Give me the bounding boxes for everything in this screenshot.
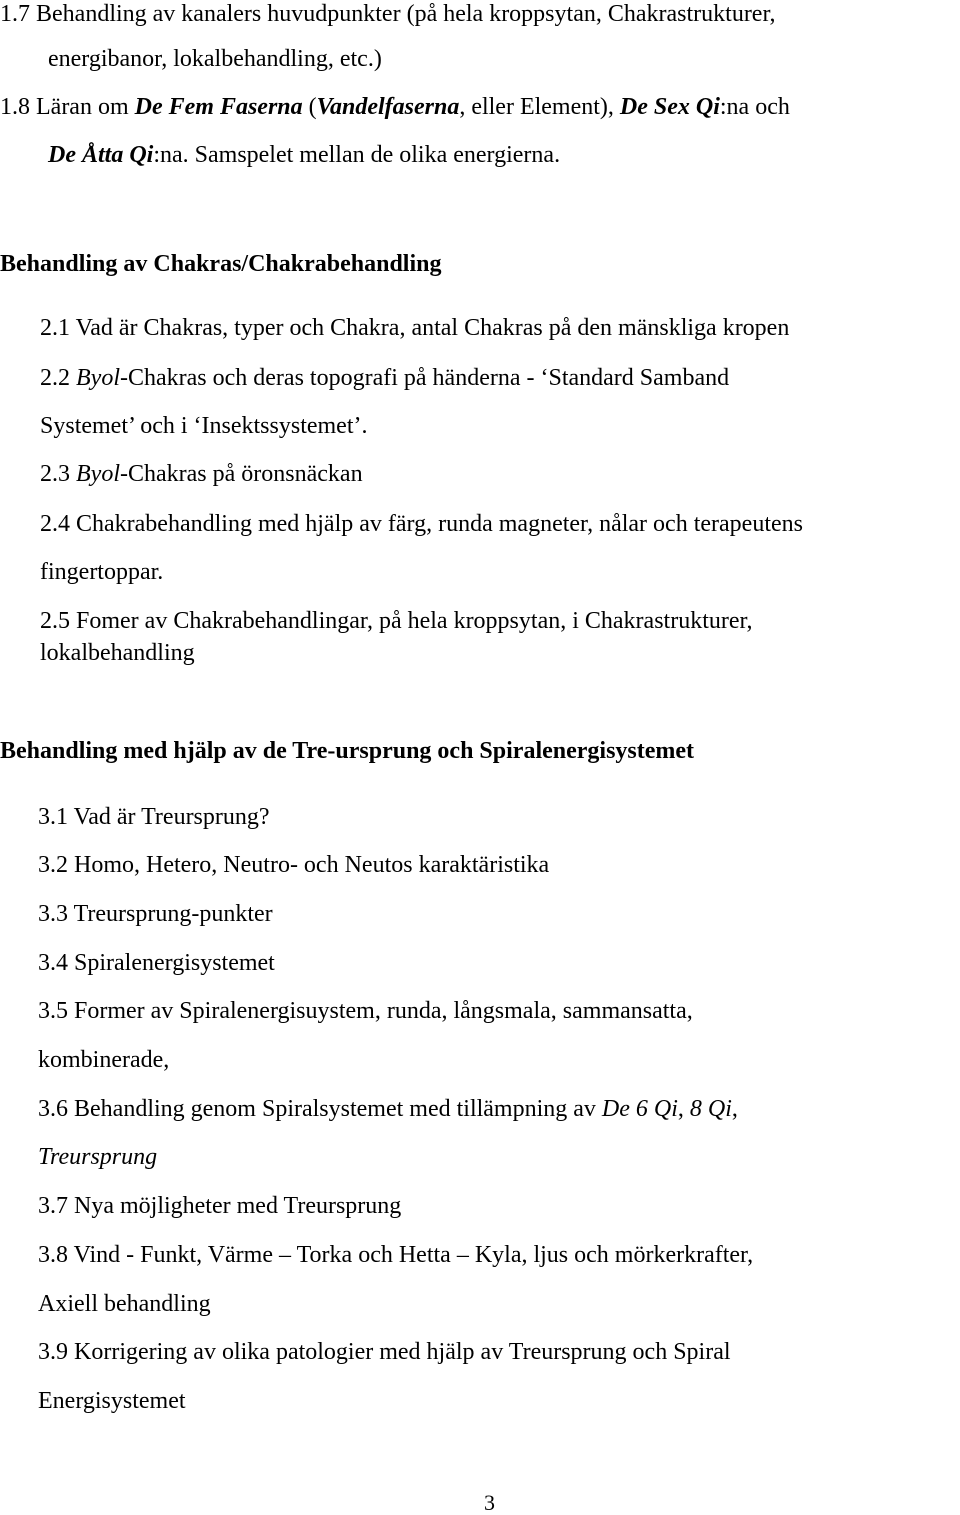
item-2-2-num: 2.2 (40, 365, 76, 391)
item-2-3-emph: Byol (76, 461, 120, 487)
item-2-3-num: 2.3 (40, 461, 76, 487)
item-2-5-line2: lokalbehandling (40, 640, 195, 666)
item-2-2-line1 (40, 364, 729, 392)
item-3-6-emph: 8 Qi (689, 1096, 732, 1122)
item-3-1: 3.1 Vad är Treursprung? (38, 804, 270, 830)
item-2-4-line1: 2.4 Chakrabehandling med hjälp av färg, runda magneter, nålar och terapeutens (40, 511, 803, 537)
item-1-7-line2: energibanor, lokalbehandling, etc.) (48, 46, 382, 72)
item-3-7: 3.7 Nya möjligheter med Treursprung (38, 1193, 402, 1219)
item-3-2: 3.2 Homo, Hetero, Neutro- och Neutos karaktäristika (38, 852, 550, 878)
item-1-8-line1 (0, 93, 790, 121)
item-2-4-line2: fingertoppar. (40, 559, 164, 585)
item-3-6-text: 3.6 Behandling genom Spiralsystemet med tillämpning av (38, 1096, 602, 1122)
item-1-8-text: , eller Element), (459, 94, 620, 120)
item-3-6-line2: Treursprung (38, 1144, 158, 1170)
item-2-5-line1: 2.5 Fomer av Chakrabehandlingar, på hela kroppsytan, i Chakrastrukturer, (40, 608, 753, 634)
item-3-6-text: , (677, 1096, 690, 1122)
item-3-6-text: , (731, 1096, 738, 1122)
item-3-3: 3.3 Treursprung-punkter (38, 901, 273, 927)
item-2-3-text: -Chakras på öronsnäckan (119, 461, 363, 487)
item-3-5-line1: 3.5 Former av Spiralenergisuystem, runda, långsmala, sammansatta, (38, 998, 693, 1024)
item-1-8-emph: Vandelfaserna (316, 94, 460, 120)
section-heading-chakras: Behandling av Chakras/Chakrabehandling (0, 251, 442, 277)
item-1-8-emph: De Sex Qi (619, 94, 720, 120)
item-3-4: 3.4 Spiralenergisystemet (38, 950, 275, 976)
item-2-1: 2.1 Vad är Chakras, typer och Chakra, antal Chakras på den mänskliga kropen (40, 315, 790, 341)
item-3-9-line2: Energisystemet (38, 1388, 186, 1414)
item-1-8-text: 1.8 Läran om (0, 94, 135, 120)
item-1-8-text: :na. Samspelet mellan de olika energierna. (153, 142, 561, 168)
item-1-8-emph: De Fem Faserna (134, 94, 303, 120)
item-2-3 (40, 460, 363, 488)
item-3-6-line1 (38, 1095, 738, 1123)
item-3-9-line1: 3.9 Korrigering av olika patologier med hjälp av Treursprung och Spiral (38, 1339, 731, 1365)
item-3-5-line2: kombinerade, (38, 1047, 170, 1073)
item-3-8-line2: Axiell behandling (38, 1291, 211, 1317)
item-2-2-emph: Byol (76, 365, 120, 391)
item-2-2-line2: Systemet’ och i ‘Insektssystemet’. (40, 413, 368, 439)
item-3-8-line1: 3.8 Vind - Funkt, Värme – Torka och Hetta – Kyla, ljus och mörkerkrafter, (38, 1242, 754, 1268)
item-1-8-emph: De Åtta Qi (48, 142, 154, 168)
page-number: 3 (484, 1490, 495, 1515)
item-1-8-text: ( (302, 94, 317, 120)
item-2-2-text: -Chakras och deras topografi på händerna - ‘Standard Samband (119, 365, 730, 391)
item-3-6-emph: De 6 Qi (601, 1096, 678, 1122)
section-heading-treursprung: Behandling med hjälp av de Tre-ursprung och Spiralenergisystemet (0, 738, 695, 764)
item-1-8-line2 (48, 141, 560, 169)
item-1-7-line1: 1.7 Behandling av kanalers huvudpunkter (på hela kroppsytan, Chakrastrukturer, (0, 1, 776, 27)
item-1-8-text: :na och (719, 94, 790, 120)
